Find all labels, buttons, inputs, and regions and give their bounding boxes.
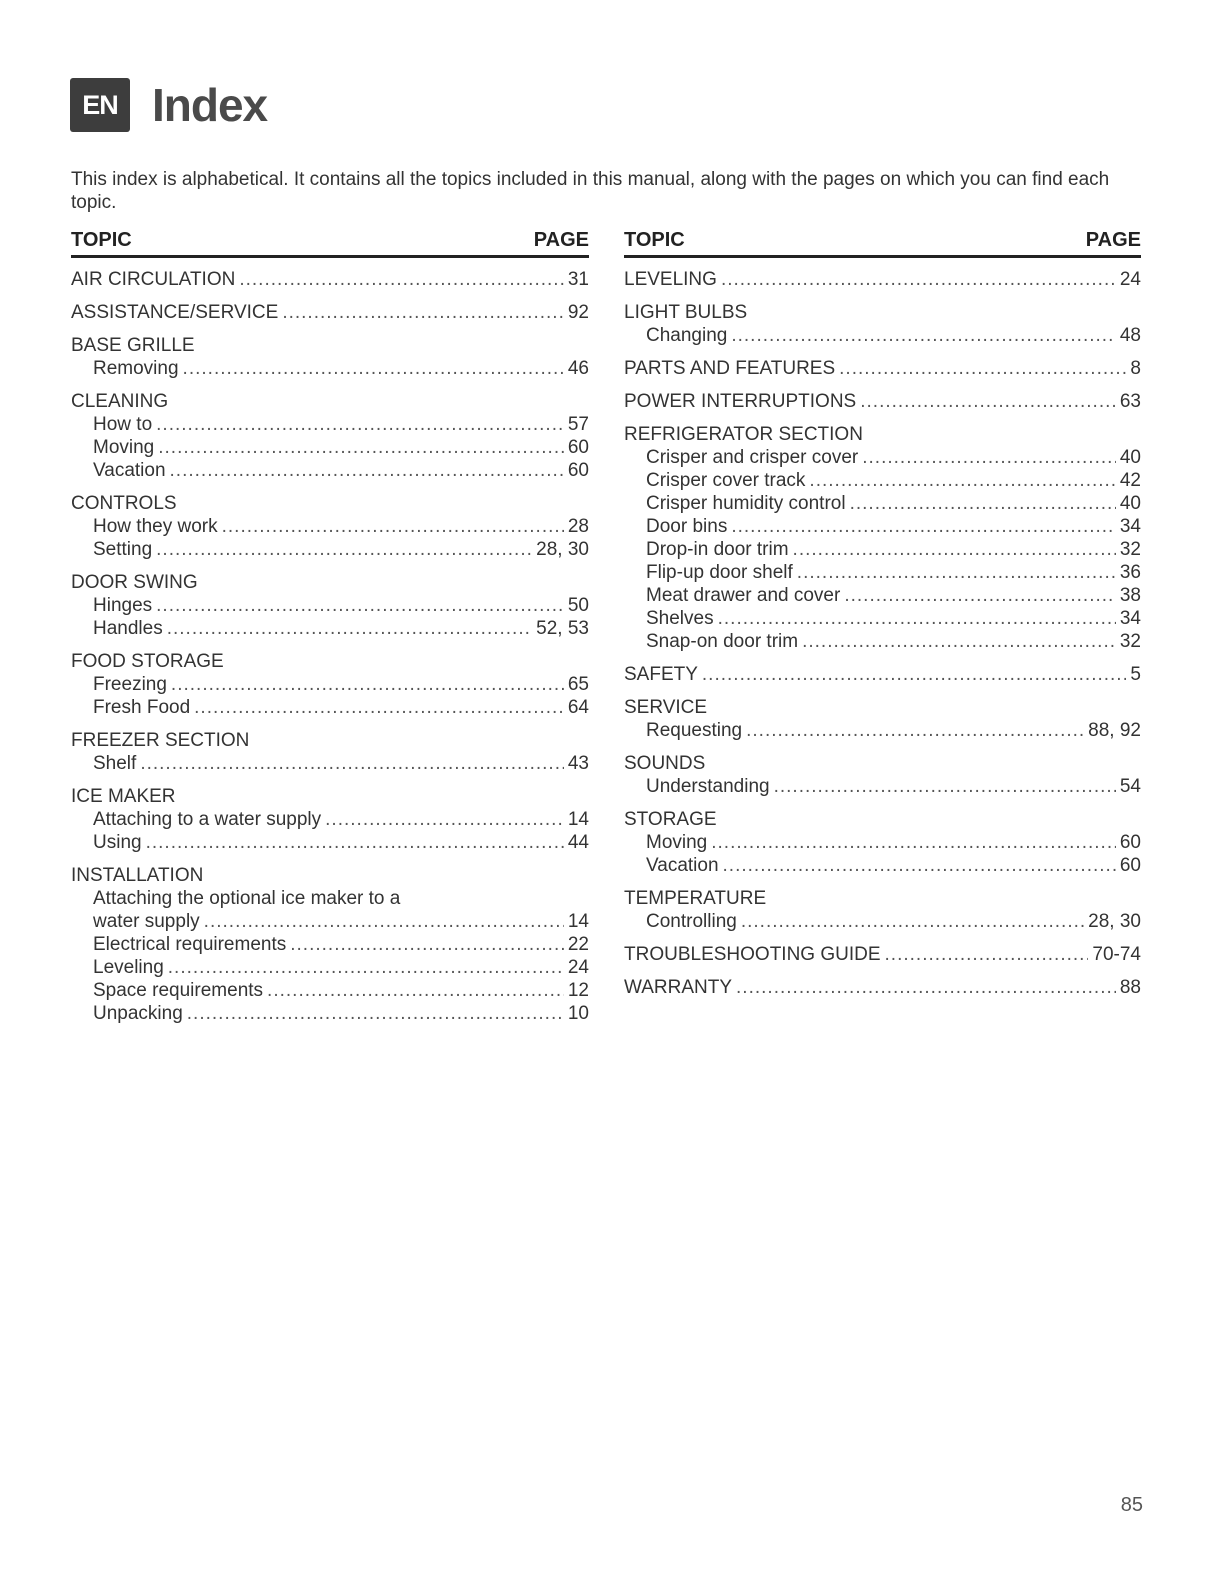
index-subentry	[71, 1002, 589, 1025]
topic-name: FREEZER SECTION	[71, 730, 250, 751]
dot-leader	[325, 808, 564, 831]
topic-name: WARRANTY	[624, 977, 733, 998]
topic-name: water supply	[93, 911, 200, 932]
page-reference: 8	[1130, 358, 1141, 379]
topic-name: TROUBLESHOOTING GUIDE	[624, 944, 881, 965]
page-reference: 36	[1119, 562, 1141, 583]
dot-leader	[702, 663, 1127, 686]
index-entry	[624, 663, 1141, 686]
page-reference: 14	[567, 809, 589, 830]
page-reference: 92	[567, 302, 589, 323]
page-reference: 60	[1119, 855, 1141, 876]
topic-name: SERVICE	[624, 697, 708, 718]
topic-name: Attaching to a water supply	[93, 809, 322, 830]
index-entry	[71, 864, 589, 1025]
index-entry-heading	[71, 390, 589, 413]
index-entry	[624, 943, 1141, 966]
index-entry	[71, 785, 589, 854]
topic-header: TOPIC	[624, 229, 685, 251]
dot-leader	[222, 515, 564, 538]
page-reference: 34	[1119, 608, 1141, 629]
topic-name: Removing	[93, 358, 179, 379]
index-entry	[624, 808, 1141, 877]
index-entry-heading	[71, 268, 589, 291]
index-entry-heading	[71, 650, 589, 673]
page-reference: 32	[1119, 631, 1141, 652]
page-number: 85	[1120, 1494, 1143, 1516]
index-subentry	[624, 515, 1141, 538]
dot-leader	[290, 933, 564, 956]
column-header	[71, 229, 589, 258]
page-reference: 54	[1119, 776, 1141, 797]
page-title: Index	[152, 79, 268, 131]
page-reference: 28, 30	[1088, 911, 1141, 932]
index-entry-heading	[624, 268, 1141, 291]
page-reference: 31	[567, 269, 589, 290]
topic-name: Vacation	[93, 460, 166, 481]
index-entry	[624, 752, 1141, 798]
index-subentry	[624, 607, 1141, 630]
index-subentry	[71, 910, 589, 933]
index-subentry	[71, 617, 589, 640]
index-subentry	[71, 933, 589, 956]
page-reference: 40	[1119, 447, 1141, 468]
dot-leader	[167, 617, 532, 640]
index-entry-heading	[71, 785, 589, 808]
index-entry-heading	[624, 887, 1141, 910]
page-header	[70, 78, 267, 132]
index-entry	[71, 729, 589, 775]
topic-name: POWER INTERRUPTIONS	[624, 391, 857, 412]
dot-leader	[731, 515, 1116, 538]
page-reference: 38	[1119, 585, 1141, 606]
page-reference: 44	[567, 832, 589, 853]
index-entry-heading	[624, 696, 1141, 719]
dot-leader	[267, 979, 564, 1002]
index-entries	[71, 268, 589, 1025]
index-subentry	[624, 910, 1141, 933]
dot-leader	[711, 831, 1116, 854]
topic-name: Changing	[646, 325, 728, 346]
dot-leader	[718, 607, 1116, 630]
topic-name: TEMPERATURE	[624, 888, 767, 909]
topic-name: SOUNDS	[624, 753, 706, 774]
index-entry	[624, 268, 1141, 291]
index-subentry	[624, 831, 1141, 854]
dot-leader	[860, 390, 1116, 413]
topic-header: TOPIC	[71, 229, 132, 251]
page-reference: 42	[1119, 470, 1141, 491]
index-entry	[71, 390, 589, 482]
topic-name: Understanding	[646, 776, 770, 797]
dot-leader	[204, 910, 564, 933]
dot-leader	[809, 469, 1115, 492]
page-header-label: PAGE	[1085, 229, 1141, 251]
index-entry-heading	[624, 357, 1141, 380]
index-subentry	[71, 594, 589, 617]
topic-name: Door bins	[646, 516, 728, 537]
topic-name: BASE GRILLE	[71, 335, 195, 356]
dot-leader	[187, 1002, 564, 1025]
dot-leader	[862, 446, 1116, 469]
index-subentry	[624, 446, 1141, 469]
topic-name: Hinges	[93, 595, 153, 616]
dot-leader	[850, 492, 1116, 515]
dot-leader	[156, 413, 564, 436]
topic-name: Unpacking	[93, 1003, 183, 1024]
index-entry	[71, 571, 589, 640]
index-entry-heading	[624, 808, 1141, 831]
index-column-right	[624, 229, 1141, 1009]
topic-name: Drop-in door trim	[646, 539, 789, 560]
topic-name: REFRIGERATOR SECTION	[624, 424, 863, 445]
page-reference: 12	[567, 980, 589, 1001]
index-entry	[624, 976, 1141, 999]
dot-leader	[168, 956, 564, 979]
index-subentry	[71, 956, 589, 979]
dot-leader	[736, 976, 1116, 999]
topic-name: Meat drawer and cover	[646, 585, 841, 606]
index-subentry	[71, 673, 589, 696]
index-subentry	[624, 630, 1141, 653]
dot-leader	[156, 594, 564, 617]
topic-name: Shelf	[93, 753, 137, 774]
page-reference: 10	[567, 1003, 589, 1024]
page-reference: 70-74	[1092, 944, 1141, 965]
page-reference: 88	[1119, 977, 1141, 998]
index-entry-heading	[624, 752, 1141, 775]
topic-name: LEVELING	[624, 269, 717, 290]
index-subentry	[624, 775, 1141, 798]
page-reference: 57	[567, 414, 589, 435]
index-entry	[624, 357, 1141, 380]
dot-leader	[723, 854, 1116, 877]
topic-name: Flip-up door shelf	[646, 562, 793, 583]
topic-name: AIR CIRCULATION	[71, 269, 236, 290]
index-subentry	[71, 808, 589, 831]
topic-name: INSTALLATION	[71, 865, 204, 886]
page-reference: 5	[1130, 664, 1141, 685]
language-badge: EN	[70, 78, 130, 132]
dot-leader	[183, 357, 564, 380]
dot-leader	[844, 584, 1116, 607]
index-entry-heading	[71, 334, 589, 357]
page-reference: 22	[567, 934, 589, 955]
index-subentry	[624, 719, 1141, 742]
dot-leader	[170, 459, 564, 482]
page-reference: 64	[567, 697, 589, 718]
dot-leader	[746, 719, 1084, 742]
index-subentry	[71, 979, 589, 1002]
dot-leader	[802, 630, 1116, 653]
topic-name: Crisper humidity control	[646, 493, 846, 514]
index-subentry	[624, 469, 1141, 492]
index-entry-heading	[624, 390, 1141, 413]
topic-name: Vacation	[646, 855, 719, 876]
index-entry	[624, 696, 1141, 742]
index-subentry	[624, 324, 1141, 347]
topic-name: Space requirements	[93, 980, 264, 1001]
page-header-label: PAGE	[533, 229, 589, 251]
index-subentry	[71, 459, 589, 482]
index-subentry	[624, 584, 1141, 607]
page-reference: 50	[567, 595, 589, 616]
topic-name: Shelves	[646, 608, 714, 629]
page-reference: 48	[1119, 325, 1141, 346]
index-entry	[71, 492, 589, 561]
topic-name: Fresh Food	[93, 697, 191, 718]
page-reference: 60	[567, 460, 589, 481]
page-reference: 24	[1119, 269, 1141, 290]
index-entry-heading	[71, 571, 589, 594]
index-entry-heading	[624, 976, 1141, 999]
index-subentry	[71, 436, 589, 459]
topic-name: LIGHT BULBS	[624, 302, 748, 323]
dot-leader	[885, 943, 1089, 966]
topic-name: Handles	[93, 618, 163, 639]
topic-name: SAFETY	[624, 664, 698, 685]
dot-leader	[239, 268, 564, 291]
page-reference: 14	[567, 911, 589, 932]
index-subentry	[71, 696, 589, 719]
dot-leader	[793, 538, 1116, 561]
index-entry	[624, 390, 1141, 413]
page-reference: 32	[1119, 539, 1141, 560]
index-subentry	[71, 887, 589, 910]
dot-leader	[797, 561, 1116, 584]
index-entry-heading	[624, 943, 1141, 966]
topic-name: Requesting	[646, 720, 743, 741]
topic-name: CLEANING	[71, 391, 169, 412]
index-entry	[624, 887, 1141, 933]
dot-leader	[171, 673, 564, 696]
topic-name: ICE MAKER	[71, 786, 176, 807]
index-subentry	[624, 561, 1141, 584]
page-reference: 34	[1119, 516, 1141, 537]
dot-leader	[741, 910, 1084, 933]
index-subentry	[71, 357, 589, 380]
intro-text: This index is alphabetical. It contains all the topics included in this manual, along with the pages on which you can find each topic.	[71, 169, 1110, 213]
index-entry	[71, 650, 589, 719]
page-reference: 28	[567, 516, 589, 537]
index-subentry	[71, 413, 589, 436]
page-reference: 65	[567, 674, 589, 695]
page-reference: 88, 92	[1088, 720, 1141, 741]
dot-leader	[140, 752, 564, 775]
topic-name: ASSISTANCE/SERVICE	[71, 302, 279, 323]
topic-name: DOOR SWING	[71, 572, 198, 593]
topic-name: CONTROLS	[71, 493, 177, 514]
index-entry-heading	[624, 301, 1141, 324]
topic-name: Moving	[93, 437, 155, 458]
index-subentry	[71, 515, 589, 538]
page-reference: 52, 53	[536, 618, 589, 639]
topic-name: Attaching the optional ice maker to a	[93, 888, 401, 909]
topic-name: Electrical requirements	[93, 934, 287, 955]
index-entry	[71, 268, 589, 291]
page-reference: 40	[1119, 493, 1141, 514]
index-entry-heading	[624, 423, 1141, 446]
page-reference: 24	[567, 957, 589, 978]
page-reference: 60	[567, 437, 589, 458]
dot-leader	[774, 775, 1116, 798]
index-entry-heading	[71, 301, 589, 324]
topic-name: Crisper and crisper cover	[646, 447, 859, 468]
dot-leader	[731, 324, 1116, 347]
index-entry-heading	[71, 492, 589, 515]
index-column-left	[71, 229, 589, 1035]
topic-name: How they work	[93, 516, 218, 537]
index-subentry	[71, 752, 589, 775]
page-reference: 43	[567, 753, 589, 774]
page-reference: 46	[567, 358, 589, 379]
topic-name: Controlling	[646, 911, 737, 932]
topic-name: How to	[93, 414, 153, 435]
index-entry-heading	[71, 729, 589, 752]
topic-name: Setting	[93, 539, 153, 560]
dot-leader	[721, 268, 1116, 291]
index-entry	[71, 334, 589, 380]
topic-name: Crisper cover track	[646, 470, 806, 491]
dot-leader	[146, 831, 564, 854]
topic-name: PARTS AND FEATURES	[624, 358, 836, 379]
topic-name: Snap-on door trim	[646, 631, 799, 652]
topic-name: STORAGE	[624, 809, 717, 830]
topic-name: Moving	[646, 832, 708, 853]
index-subentry	[624, 538, 1141, 561]
index-subentry	[624, 854, 1141, 877]
topic-name: Using	[93, 832, 142, 853]
page-reference: 28, 30	[536, 539, 589, 560]
column-header	[624, 229, 1141, 258]
dot-leader	[158, 436, 564, 459]
index-subentry	[624, 492, 1141, 515]
index-subentry	[71, 831, 589, 854]
topic-name: Freezing	[93, 674, 167, 695]
dot-leader	[156, 538, 532, 561]
dot-leader	[282, 301, 564, 324]
index-subentry	[71, 538, 589, 561]
index-entry	[624, 423, 1141, 653]
dot-leader	[194, 696, 564, 719]
page-reference: 63	[1119, 391, 1141, 412]
topic-name: FOOD STORAGE	[71, 651, 224, 672]
index-entry	[624, 301, 1141, 347]
topic-name: Leveling	[93, 957, 164, 978]
page-reference: 60	[1119, 832, 1141, 853]
index-entry-heading	[71, 864, 589, 887]
index-entries	[624, 268, 1141, 999]
index-entry	[71, 301, 589, 324]
index-entry-heading	[624, 663, 1141, 686]
dot-leader	[839, 357, 1126, 380]
